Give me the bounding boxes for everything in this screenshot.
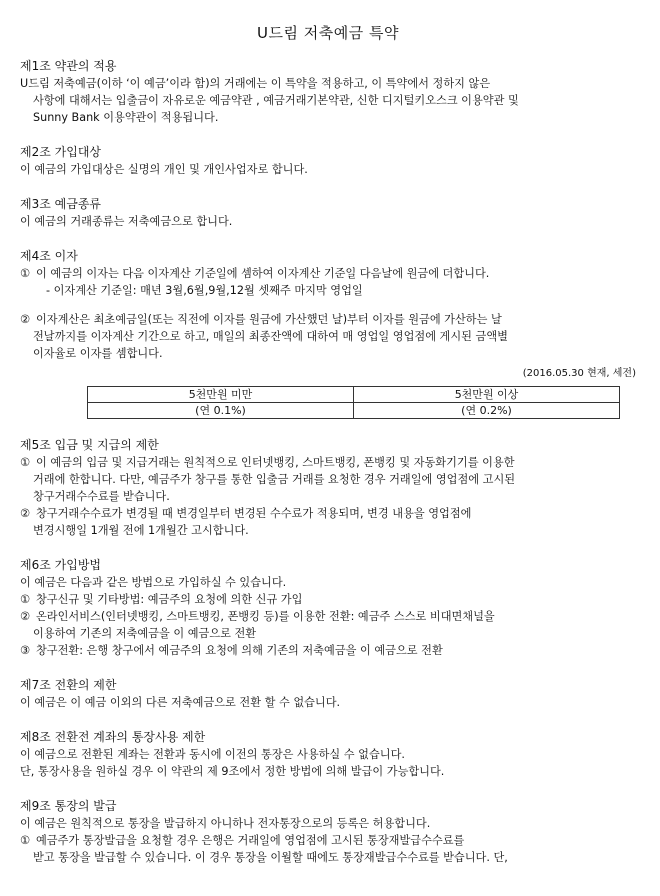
clause-marker: ② xyxy=(20,610,31,623)
article-9-line-3: 받고 통장을 발급할 수 있습니다. 이 경우 통장을 이월할 때에도 통장재발급수수료를 받습니다. 단, xyxy=(33,851,508,864)
article-5-clause-1 xyxy=(20,454,636,471)
article-9-clause-1 xyxy=(20,832,636,849)
article-6-clause-1 xyxy=(20,591,636,608)
article-4-line-3: 이자계산은 최초예금일(또는 직전에 이자를 원금에 가산했던 날)부터 이자를 원금에 가산하는 날 xyxy=(36,313,502,326)
article-2-heading: 제2조 가입대상 xyxy=(20,145,102,159)
article-3-line-1: 이 예금의 거래종류는 저축예금으로 합니다. xyxy=(20,215,233,228)
article-6-clause-3 xyxy=(20,642,636,659)
article-8-line-2: 단, 통장사용을 원하실 경우 이 약관의 제 9조에서 정한 방법에 의해 발급이 가능합니다. xyxy=(20,765,445,778)
article-2 xyxy=(20,144,636,178)
article-4-heading: 제4조 이자 xyxy=(20,249,78,263)
article-7-heading: 제7조 전환의 제한 xyxy=(20,678,117,692)
clause-marker: ① xyxy=(20,834,31,847)
article-1-line-2: 사항에 대해서는 입출금이 자유로운 예금약관 , 예금거래기본약관, 신한 디지털키오스크 이용약관 및 xyxy=(33,94,519,107)
article-4-clause-1 xyxy=(20,265,636,282)
article-6-line-3: 온라인서비스(인터넷뱅킹, 스마트뱅킹, 폰뱅킹 등)를 이용한 전환: 예금주 스스로 비대면채널을 xyxy=(36,610,495,623)
clause-marker: ① xyxy=(20,593,31,606)
article-5-line-3: 창구거래수수료를 받습니다. xyxy=(33,490,170,503)
article-1-line-3: Sunny Bank 이용약관이 적용됩니다. xyxy=(33,111,219,124)
article-1 xyxy=(20,58,636,126)
document-title: U드림 저축예금 특약 xyxy=(257,24,399,42)
clause-marker: ③ xyxy=(20,644,31,657)
article-6-line-4: 이용하여 기존의 저축예금을 이 예금으로 전환 xyxy=(33,627,257,640)
article-5-line-1: 이 예금의 입금 및 지급거래는 원칙적으로 인터넷뱅킹, 스마트뱅킹, 폰뱅킹 및 자동화기기를 이용한 xyxy=(36,456,515,469)
clause-marker: ① xyxy=(20,267,31,280)
article-9-line-2: 예금주가 통장발급을 요청할 경우 은행은 거래일에 영업점에 고시된 통장재발급수수료를 xyxy=(36,834,465,847)
table-cell: (연 0.1%) xyxy=(88,403,354,419)
clause-marker: ① xyxy=(20,456,31,469)
article-6 xyxy=(20,557,636,659)
rate-date-note: (2016.05.30 현재, 세전) xyxy=(522,368,636,379)
table-cell: (연 0.2%) xyxy=(354,403,620,419)
article-6-clause-2 xyxy=(20,608,636,625)
article-1-heading: 제1조 약관의 적용 xyxy=(20,59,117,73)
article-6-line-2: 창구신규 및 기타방법: 예금주의 요청에 의한 신규 가입 xyxy=(36,593,303,606)
article-7 xyxy=(20,677,636,711)
article-8 xyxy=(20,729,636,780)
table-row xyxy=(88,403,620,419)
article-5-clause-2 xyxy=(20,505,636,522)
article-5-line-4: 창구거래수수료가 변경될 때 변경일부터 변경된 수수료가 적용되며, 변경 내용을 영업점에 xyxy=(36,507,472,520)
article-5-line-2: 거래에 한합니다. 다만, 예금주가 창구를 통한 입출금 거래를 요청한 경우 거래일에 영업점에 고시된 xyxy=(33,473,516,486)
table-header-cell: 5천만원 미만 xyxy=(88,387,354,403)
article-5-line-5: 변경시행일 1개월 전에 1개월간 고시합니다. xyxy=(33,524,249,537)
article-9-heading: 제9조 통장의 발급 xyxy=(20,799,117,813)
article-5 xyxy=(20,437,636,539)
article-4-line-1: 이 예금의 이자는 다음 이자계산 기준일에 셈하여 이자계산 기준일 다음날에 원금에 더합니다. xyxy=(36,267,490,280)
clause-marker: ② xyxy=(20,507,31,520)
table-row xyxy=(88,387,620,403)
article-2-line-1: 이 예금의 가입대상은 실명의 개인 및 개인사업자로 합니다. xyxy=(20,163,308,176)
article-4 xyxy=(20,248,636,419)
article-8-line-1: 이 예금으로 전환된 계좌는 전환과 동시에 이전의 통장은 사용하실 수 없습니다. xyxy=(20,748,405,761)
article-6-line-1: 이 예금은 다음과 같은 방법으로 가입하실 수 있습니다. xyxy=(20,576,287,589)
article-9-line-1: 이 예금은 원칙적으로 통장을 발급하지 아니하나 전자통장으로의 등록은 허용합니다. xyxy=(20,817,431,830)
article-6-heading: 제6조 가입방법 xyxy=(20,558,102,572)
clause-marker: ② xyxy=(20,313,31,326)
interest-rate-table xyxy=(87,386,620,419)
article-4-clause-2 xyxy=(20,311,636,328)
article-5-heading: 제5조 입금 및 지급의 제한 xyxy=(20,438,159,452)
article-6-line-5: 창구전환: 은행 창구에서 예금주의 요청에 의해 기존의 저축예금을 이 예금으로 전환 xyxy=(36,644,443,657)
article-3 xyxy=(20,196,636,230)
article-8-heading: 제8조 전환전 계좌의 통장사용 제한 xyxy=(20,730,206,744)
article-9 xyxy=(20,798,636,866)
article-4-line-5: 이자율로 이자를 셈합니다. xyxy=(33,347,163,360)
article-4-line-2: - 이자계산 기준일: 매년 3월,6월,9월,12월 셋째주 마지막 영업일 xyxy=(46,284,363,297)
article-1-line-1: U드림 저축예금(이하 ‘이 예금’이라 함)의 거래에는 이 특약을 적용하고, 이 특약에서 정하지 않은 xyxy=(20,77,491,90)
article-4-line-4: 전날까지를 이자계산 기간으로 하고, 매일의 최종잔액에 대하여 매 영업일 영업점에 게시된 금액별 xyxy=(33,330,508,343)
table-header-cell: 5천만원 이상 xyxy=(354,387,620,403)
article-7-line-1: 이 예금은 이 예금 이외의 다른 저축예금으로 전환 할 수 없습니다. xyxy=(20,696,341,709)
article-3-heading: 제3조 예금종류 xyxy=(20,197,102,211)
